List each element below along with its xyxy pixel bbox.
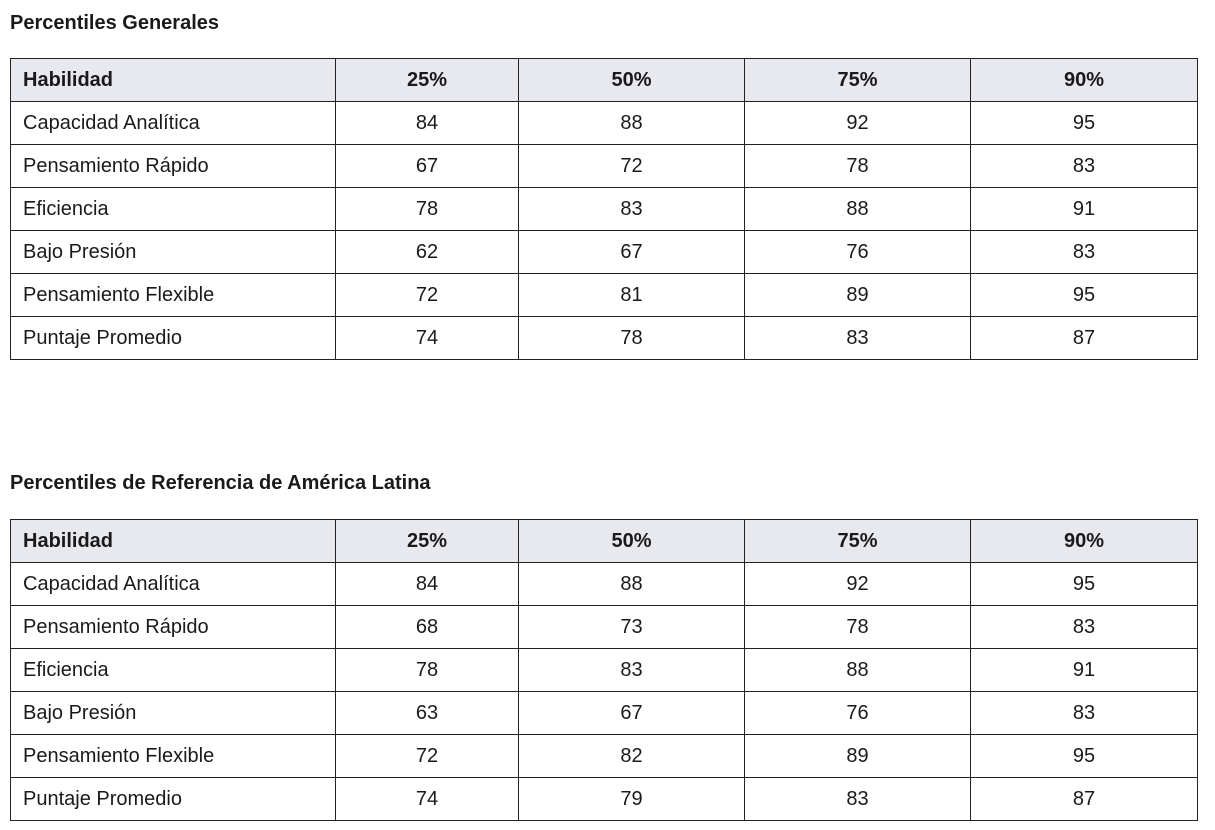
percentile-value-cell: 84: [336, 563, 519, 606]
percentile-value-cell: 87: [971, 317, 1198, 360]
column-header-percentile: 75%: [745, 520, 971, 563]
percentile-value-cell: 74: [336, 778, 519, 821]
table-body: [11, 563, 1198, 821]
percentile-value-cell: 89: [745, 735, 971, 778]
percentile-value-cell: 78: [745, 145, 971, 188]
percentiles-generales-table: [10, 58, 1198, 360]
percentile-value-cell: 82: [519, 735, 745, 778]
percentile-value-cell: 72: [336, 274, 519, 317]
percentile-value-cell: 67: [336, 145, 519, 188]
percentile-value-cell: 83: [745, 317, 971, 360]
column-header-percentile: 75%: [745, 59, 971, 102]
percentile-value-cell: 88: [519, 563, 745, 606]
percentile-value-cell: 83: [971, 692, 1198, 735]
table-row: [11, 692, 1198, 735]
column-header-habilidad: Habilidad: [11, 520, 336, 563]
percentile-value-cell: 95: [971, 102, 1198, 145]
percentile-value-cell: 83: [971, 606, 1198, 649]
percentile-value-cell: 68: [336, 606, 519, 649]
percentile-value-cell: 62: [336, 231, 519, 274]
skill-name-cell: Pensamiento Rápido: [11, 606, 336, 649]
skill-name-cell: Bajo Presión: [11, 231, 336, 274]
table-row: [11, 231, 1198, 274]
column-header-percentile: 90%: [971, 520, 1198, 563]
section-title-america-latina: Percentiles de Referencia de América Latina: [10, 472, 431, 494]
percentile-value-cell: 83: [971, 231, 1198, 274]
percentile-value-cell: 74: [336, 317, 519, 360]
percentile-value-cell: 89: [745, 274, 971, 317]
table-row: [11, 649, 1198, 692]
column-header-habilidad: Habilidad: [11, 59, 336, 102]
percentile-value-cell: 76: [745, 692, 971, 735]
percentile-value-cell: 88: [745, 188, 971, 231]
header-row: [11, 520, 1198, 563]
table-row: [11, 735, 1198, 778]
table-row: [11, 188, 1198, 231]
table-row: [11, 606, 1198, 649]
percentile-value-cell: 92: [745, 102, 971, 145]
header-row: [11, 59, 1198, 102]
percentile-value-cell: 95: [971, 735, 1198, 778]
skill-name-cell: Bajo Presión: [11, 692, 336, 735]
skill-name-cell: Capacidad Analítica: [11, 563, 336, 606]
column-header-percentile: 25%: [336, 520, 519, 563]
percentile-value-cell: 67: [519, 231, 745, 274]
table-row: [11, 563, 1198, 606]
percentile-value-cell: 92: [745, 563, 971, 606]
table-header: [11, 59, 1198, 102]
percentile-value-cell: 91: [971, 649, 1198, 692]
table-header: [11, 520, 1198, 563]
percentile-value-cell: 78: [745, 606, 971, 649]
skill-name-cell: Eficiencia: [11, 188, 336, 231]
percentile-value-cell: 76: [745, 231, 971, 274]
percentile-value-cell: 63: [336, 692, 519, 735]
percentile-value-cell: 81: [519, 274, 745, 317]
percentile-value-cell: 78: [519, 317, 745, 360]
percentile-value-cell: 83: [519, 649, 745, 692]
table-row: [11, 317, 1198, 360]
percentile-value-cell: 73: [519, 606, 745, 649]
column-header-percentile: 50%: [519, 520, 745, 563]
column-header-percentile: 50%: [519, 59, 745, 102]
percentile-value-cell: 87: [971, 778, 1198, 821]
percentile-value-cell: 72: [336, 735, 519, 778]
table-body: [11, 102, 1198, 360]
percentile-value-cell: 78: [336, 188, 519, 231]
percentile-value-cell: 84: [336, 102, 519, 145]
percentile-value-cell: 72: [519, 145, 745, 188]
percentile-value-cell: 95: [971, 274, 1198, 317]
percentile-value-cell: 88: [745, 649, 971, 692]
skill-name-cell: Eficiencia: [11, 649, 336, 692]
percentile-value-cell: 78: [336, 649, 519, 692]
skill-name-cell: Pensamiento Flexible: [11, 274, 336, 317]
table-row: [11, 102, 1198, 145]
percentile-value-cell: 67: [519, 692, 745, 735]
column-header-percentile: 90%: [971, 59, 1198, 102]
percentile-value-cell: 79: [519, 778, 745, 821]
table-row: [11, 778, 1198, 821]
percentile-value-cell: 83: [519, 188, 745, 231]
percentile-value-cell: 83: [971, 145, 1198, 188]
column-header-percentile: 25%: [336, 59, 519, 102]
skill-name-cell: Pensamiento Flexible: [11, 735, 336, 778]
percentile-value-cell: 91: [971, 188, 1198, 231]
skill-name-cell: Capacidad Analítica: [11, 102, 336, 145]
percentile-value-cell: 95: [971, 563, 1198, 606]
section-title-generales: Percentiles Generales: [10, 12, 220, 34]
percentile-value-cell: 83: [745, 778, 971, 821]
percentiles-america-latina-table: [10, 519, 1198, 821]
skill-name-cell: Puntaje Promedio: [11, 317, 336, 360]
skill-name-cell: Pensamiento Rápido: [11, 145, 336, 188]
table-row: [11, 145, 1198, 188]
percentile-value-cell: 88: [519, 102, 745, 145]
table-row: [11, 274, 1198, 317]
skill-name-cell: Puntaje Promedio: [11, 778, 336, 821]
